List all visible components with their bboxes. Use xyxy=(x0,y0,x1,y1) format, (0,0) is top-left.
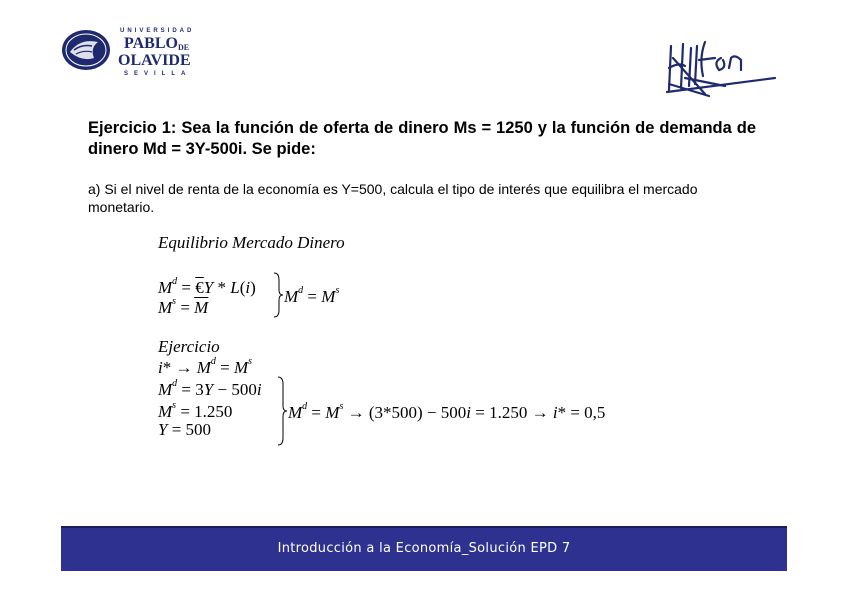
math-ms-line: $M^s = 1.250$ xyxy=(158,400,233,421)
math-heading-ejercicio: Ejercicio xyxy=(158,337,220,356)
exercise-title: Ejercicio 1: Sea la función de oferta de dinero Ms = 1250 y la función de demanda de dinero Md = 3Y-500i. Se pide: xyxy=(88,119,756,158)
math-md-equation: $M^d$ = €Y * L(i) xyxy=(158,276,256,297)
logo-line3: OLAVIDE xyxy=(118,52,191,69)
signature-icon xyxy=(665,38,780,100)
logo-de: DE xyxy=(177,43,190,52)
hilton-signature-logo xyxy=(665,38,780,100)
math-equilibrium-1: $M^d = M^s$ xyxy=(284,285,340,306)
signature-text xyxy=(665,38,668,39)
math-istar-line: $i* \to M^d = M^s$ xyxy=(158,356,253,377)
logo-line2 xyxy=(124,35,189,53)
math-heading-equilibrio: Equilibrio Mercado Dinero xyxy=(158,233,345,252)
logo-line4: SEVILLA xyxy=(124,71,192,77)
math-md-line: $M^d = 3Y - 500i$ xyxy=(158,378,262,399)
exercise-question: a) Si el nivel de renta de la economía es Y=500, calcula el tipo de interés que equilibra el mercado monetario. xyxy=(88,181,698,215)
footer-text: Introducción a la Economía_Solución EPD 7 xyxy=(277,541,571,556)
math-y-line: Y = 500 xyxy=(158,420,212,439)
math-ms-equation: $M^s = \overline{M}$ xyxy=(158,296,209,317)
logo-line1: UNIVERSIDAD xyxy=(120,28,195,34)
university-logo xyxy=(60,22,200,80)
footer-bar xyxy=(61,528,787,571)
logo-pablo: PABLO xyxy=(124,35,178,52)
math-solution-line: $M^d = M^s \to (3*500) - 500i = 1.250 \to i* = 0,5$ xyxy=(288,401,606,422)
